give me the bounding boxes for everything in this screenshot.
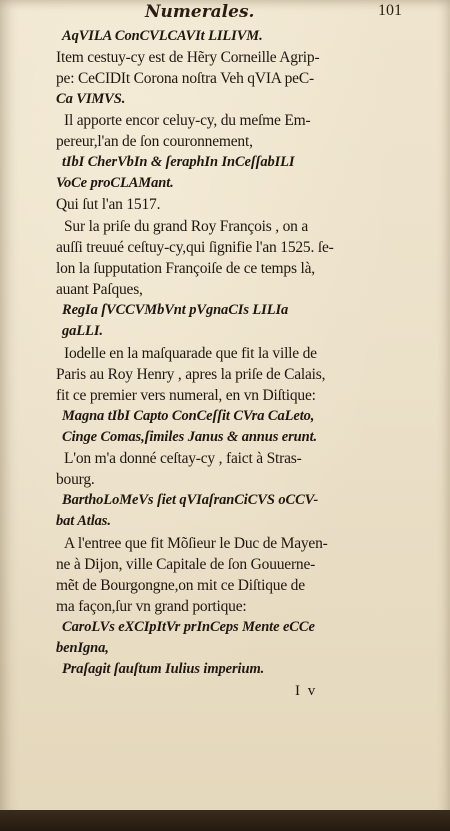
- running-title: Numerales.: [145, 2, 255, 22]
- numeral-verse-line: Praſagit ſauſtum Iulius imperium.: [62, 661, 265, 677]
- page-number: 101: [378, 2, 402, 19]
- text-line: Item cestuy-cy est de Hẽry Corneille Agrip-: [56, 49, 320, 66]
- text-line: pereur,l'an de ſon couronnement,: [56, 133, 253, 150]
- text-line: fit ce premier vers numeral, en vn Diſtique:: [56, 387, 316, 404]
- numeral-verse-line: RegIa ſVCCVMbVnt pVgnaCIs LILIa: [62, 302, 289, 318]
- text-line: auant Paſques,: [56, 281, 143, 298]
- text-line: mẽt de Bourgongne,on mit ce Diſtique de: [56, 577, 305, 594]
- text-line: lon la ſupputation Françoiſe de ce temps là,: [56, 260, 315, 277]
- page-header: [0, 2, 450, 24]
- text-line: ma façon,ſur vn grand portique:: [56, 598, 247, 615]
- numeral-verse-line: Ca VIMVS.: [56, 91, 126, 107]
- numeral-verse-line: CaroLVs eXCIpItVr prInCeps Mente eCCe: [62, 619, 315, 635]
- numeral-verse-line: benIgna,: [56, 640, 109, 656]
- text-line: Paris au Roy Henry , apres la priſe de Calais,: [56, 366, 326, 383]
- text-line: Qui ſut l'an 1517.: [56, 196, 161, 213]
- numeral-verse-line: gaLLI.: [62, 323, 103, 339]
- text-line: Iodelle en la maſquarade que fit la ville de: [64, 345, 317, 362]
- text-line: A l'entree que fit Mõſieur le Duc de Mayen-: [64, 535, 328, 552]
- text-line: ne à Dijon, ville Capitale de ſon Gouuerne-: [56, 556, 316, 573]
- text-line: auſſi treuué ceſtuy-cy,qui ſignifie l'an 1525. ſe-: [56, 239, 334, 256]
- text-line: pe: CeCIDIt Corona noſtra Veh qVIA peC-: [56, 70, 314, 87]
- numeral-verse-line: bat Atlas.: [56, 513, 111, 529]
- text-line: bourg.: [56, 471, 95, 488]
- numeral-verse-line: AqVILA ConCVLCAVIt LILIVM.: [62, 28, 263, 44]
- signature-mark: I v: [295, 683, 318, 699]
- numeral-verse-line: tIbI CherVbIn & ſeraphIn InCeſſabILI: [62, 154, 295, 170]
- text-line: L'on m'a donné ceſtay-cy , faict à Stras-: [64, 450, 302, 467]
- text-line: Sur la priſe du grand Roy François , on a: [64, 218, 309, 235]
- text-line: Il apporte encor celuy-cy, du meſme Em-: [64, 112, 311, 129]
- numeral-verse-line: VoCe proCLAMant.: [56, 175, 174, 191]
- body-text: [56, 26, 386, 680]
- numeral-verse-line: Magna tIbI Capto ConCeſſit CVra CaLeto,: [62, 408, 315, 424]
- numeral-verse-line: BarthoLoMeVs ſiet qVIaſranCiCVS oCCV-: [62, 492, 319, 508]
- page-bottom-edge: [0, 810, 450, 831]
- numeral-verse-line: Cinge Comas,ſimiles Janus & annus erunt.: [62, 429, 318, 445]
